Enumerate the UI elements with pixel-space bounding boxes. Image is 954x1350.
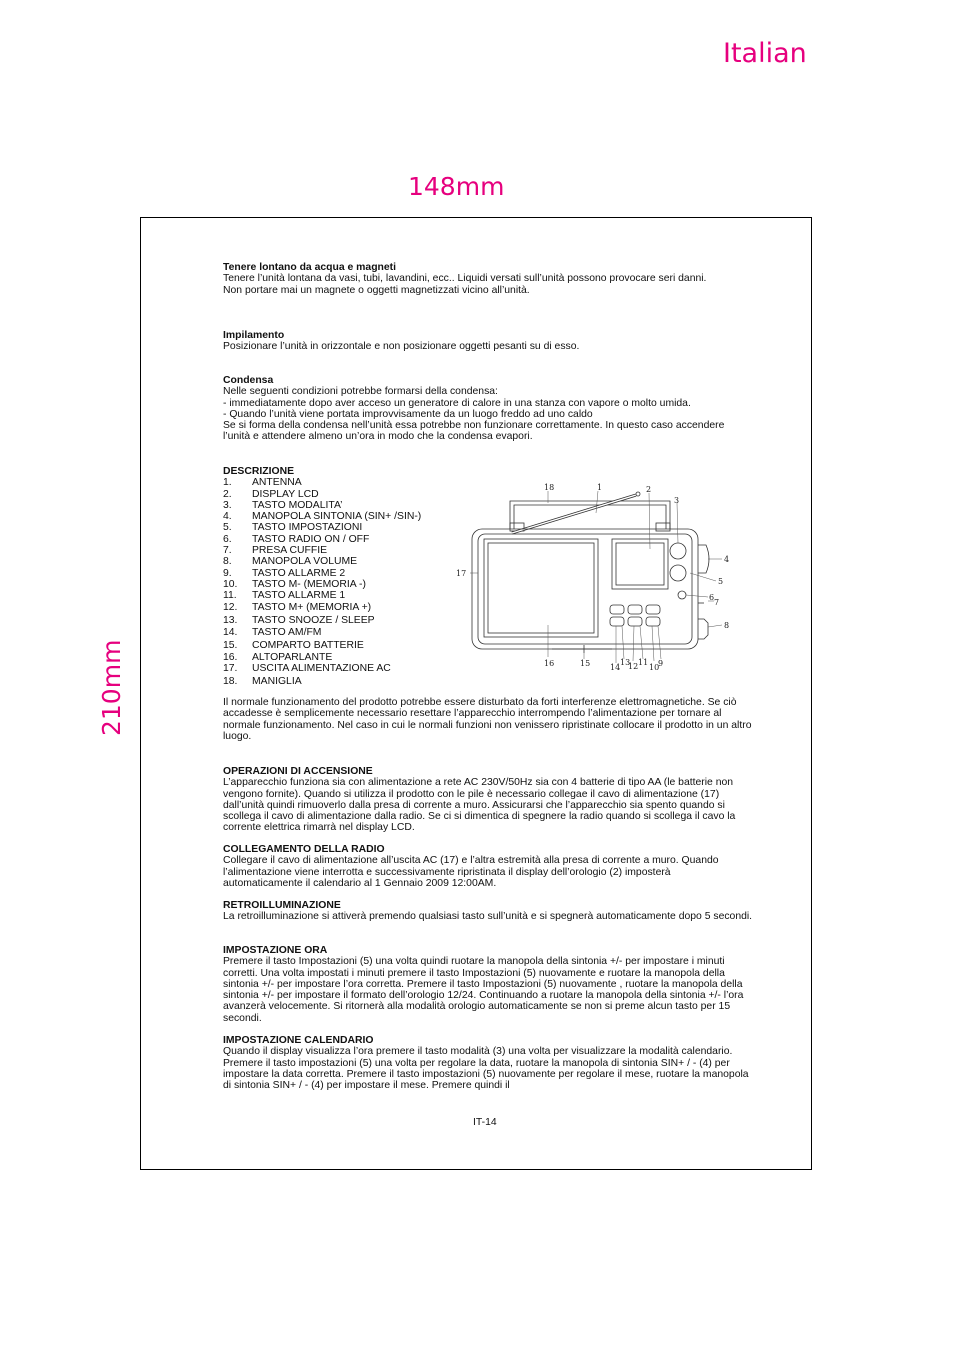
item-label: TASTO MODALITA’ [252, 499, 343, 511]
item-number: 11. [223, 590, 237, 602]
power-button [678, 591, 686, 599]
list-item [223, 590, 453, 601]
item-number: 3. [223, 499, 232, 511]
section-water [223, 262, 753, 296]
section-power [223, 766, 753, 834]
item-label: TASTO ALLARME 2 [252, 567, 346, 579]
speaker-grille [484, 539, 598, 637]
diagram-label: 16 [544, 659, 555, 668]
section-condensation [223, 375, 753, 443]
section-time [223, 945, 753, 1024]
item-number: 4. [223, 511, 232, 523]
diagram-label: 5 [718, 577, 724, 586]
section-connection [223, 844, 753, 889]
item-label: TASTO SNOOZE / SLEEP [252, 614, 375, 626]
item-number: 7. [223, 545, 232, 557]
list-item [223, 652, 453, 663]
diagram-label: 8 [724, 621, 730, 630]
list-item [223, 489, 453, 500]
section-backlight [223, 900, 753, 923]
diagram-label: 12 [628, 662, 639, 671]
volume-knob [698, 619, 708, 639]
paragraph: Tenere l’unità lontana da vasi, tubi, lavandini, ecc.. Liquidi versati sull’unità possono provocare seri danni. [223, 273, 707, 285]
item-number: 8. [223, 556, 232, 568]
item-label: USCITA ALIMENTAZIONE AC [252, 663, 391, 675]
item-number: 9. [223, 567, 232, 579]
paragraph: Premere il tasto Impostazioni (5) una volta quindi ruotare la manopola della sintonia +/- per impostare i minuti corretti. Una volta impostati i minuti premere il tasto Impostazioni (5) nuovamente e ruotare la manopola della sintonia +/- per impostare l’ora corretta. Premere il tasto Impostazioni (5) nuovamente , ruotare la manopola della sintonia +/- per impostare il formato dell’orologio 12/24. Continuando a ruotare la manopola della sintonia +/- l’ora avanzerà velocemente. Si ritornerà alla modalità orologio automaticamente se non si preme alcun tasto per 15 secondi. [223, 956, 744, 1024]
item-number: 16. [223, 651, 238, 663]
list-item [223, 627, 453, 638]
tuning-knob [698, 545, 709, 573]
paragraph: - Quando l’unità viene portata improvvisamente da un luogo freddo ad uno caldo [223, 408, 593, 420]
section-title: COLLEGAMENTO DELLA RADIO [223, 844, 385, 855]
settings-button [670, 565, 686, 581]
paragraph: Posizionare l’unità in orizzontale e non posizionare oggetti pesanti su di esso. [223, 341, 580, 353]
paragraph: - immediatamente dopo aver acceso un generatore di calore in una stanza con vapore o molto umida. [223, 397, 691, 409]
diagram-label: 9 [658, 659, 664, 668]
item-label: MANIGLIA [252, 676, 302, 688]
list-item [223, 522, 453, 533]
button-row [610, 605, 660, 626]
list-item [223, 511, 453, 522]
mode-button [670, 543, 686, 559]
list-item [223, 663, 453, 674]
diagram-label: 3 [674, 496, 680, 505]
item-label: ANTENNA [252, 477, 302, 489]
section-title: IMPOSTAZIONE ORA [223, 945, 328, 956]
height-dimension-label: 210mm [97, 639, 126, 736]
item-label: TASTO M- (MEMORIA -) [252, 578, 366, 590]
width-dimension-label: 148mm [408, 172, 505, 201]
list-item [223, 602, 453, 613]
diagram-label: 17 [456, 569, 467, 578]
paragraph: Nelle seguenti condizioni potrebbe formarsi della condensa: [223, 386, 498, 398]
section-title: Condensa [223, 375, 274, 386]
section-title: Tenere lontano da acqua e magneti [223, 262, 397, 273]
paragraph: Quando il display visualizza l’ora premere il tasto modalità (3) una volta per visualizzare la modalità calendario. Premere il tasto impostazioni (5) una volta per regolare la data, ruotare la manopola di sintonia SIN+ / - (4) per impostare la data corretta. Premere il tasto impostazioni (5) nuovamente per regolare il mese, ruotare la manopola di sintonia SIN+ / - (4) per impostare il mese. Premere quindi il [223, 1046, 749, 1092]
item-number: 2. [223, 488, 232, 500]
list-item [223, 534, 453, 545]
item-label: TASTO RADIO ON / OFF [252, 533, 370, 545]
list-item [223, 615, 453, 626]
item-number: 5. [223, 522, 232, 534]
lcd-display [612, 539, 668, 589]
item-number: 6. [223, 533, 232, 545]
diagram-label: 13 [620, 658, 631, 667]
diagram-label: 11 [638, 658, 649, 667]
paragraph: La retroilluminazione si attiverà premendo qualsiasi tasto sull’unità e si spegnerà automaticamente dopo 5 secondi. [223, 911, 753, 923]
item-label: PRESA CUFFIE [252, 545, 328, 557]
list-item [223, 545, 453, 556]
item-number: 18. [223, 676, 238, 688]
interference-note [223, 697, 753, 742]
diagram-label: 2 [646, 485, 652, 494]
section-title: RETROILLUMINAZIONE [223, 900, 341, 911]
diagram-label: 7 [714, 598, 720, 607]
diagram-label: 6 [709, 593, 715, 602]
item-number: 13. [223, 614, 238, 626]
list-item [223, 477, 453, 488]
diagram-label: 14 [610, 663, 621, 672]
item-number: 1. [223, 477, 232, 489]
paragraph: Se si forma della condensa nell’unità essa potrebbe non funzionare correttamente. In questo caso accendere l’unità e attendere almeno un’ora in modo che la condensa evapori. [223, 420, 725, 443]
item-label: TASTO ALLARME 1 [252, 590, 346, 602]
item-label: TASTO M+ (MEMORIA +) [252, 601, 372, 613]
item-number: 17. [223, 663, 238, 675]
section-title: DESCRIZIONE [223, 466, 295, 477]
paragraph: L’apparecchio funziona sia con alimentazione a rete AC 230V/50Hz sia con 4 batterie di tipo AA (le batterie non vengono fornite). Quando si utilizza il prodotto con le pile è necessario collegae il cavo di alimentazione (17) dall’unità quindi rimuoverlo dalla presa di corrente a muro. Assicurarsi che l’apparecchio sia spento quando si scollega il cavo di alimentazione dalla radio. Se ci si dimentica di spegnere la radio quando si scollega il cavo la corrente elettrica rimarrà nel display LCD. [223, 777, 736, 834]
paragraph: Non portare mai un magnete o oggetti magnetizzati vicino all’unità. [223, 284, 530, 296]
section-title: OPERAZIONI DI ACCENSIONE [223, 766, 373, 777]
radio-diagram [452, 479, 735, 675]
list-item [223, 579, 453, 590]
section-description [223, 466, 453, 688]
item-number: 12. [223, 601, 238, 613]
item-number: 14. [223, 627, 238, 639]
item-label: ALTOPARLANTE [252, 651, 333, 663]
section-title: Impilamento [223, 330, 285, 341]
section-stacking [223, 330, 753, 353]
diagram-label: 4 [724, 555, 730, 564]
diagram-label: 15 [580, 659, 591, 668]
section-calendar [223, 1035, 753, 1091]
list-item [223, 640, 453, 651]
section-title: IMPOSTAZIONE CALENDARIO [223, 1035, 374, 1046]
list-item [223, 676, 453, 687]
page-number: IT-14 [473, 1117, 497, 1128]
item-label: COMPARTO BATTERIE [252, 640, 364, 652]
list-item [223, 568, 453, 579]
antenna [512, 492, 640, 533]
item-label: TASTO AM/FM [252, 627, 322, 639]
diagram-label: 10 [649, 663, 660, 672]
paragraph: Il normale funzionamento del prodotto potrebbe essere disturbato da forti interferenze elettromagnetiche. Se ciò accadesse è semplicemente necessario resettare l’apparecchio interrompendo l’alimentazione per tornare al normale funzionamento. Nel caso in cui le normali funzioni non venissero ripristinate collocare il prodotto in un altro luogo. [223, 697, 752, 742]
item-number: 10. [223, 578, 238, 590]
item-label: MANOPOLA SINTONIA (SIN+ /SIN-) [252, 511, 422, 523]
list-item [223, 556, 453, 567]
item-label: MANOPOLA VOLUME [252, 556, 358, 568]
page-frame [140, 217, 812, 1170]
language-label: Italian [723, 38, 807, 69]
paragraph: Collegare il cavo di alimentazione all’uscita AC (17) e l’altra estremità alla presa di corrente a muro. Quando l’alimentazione viene interrotta e successivamente ripristinata il display dell’orologio (2) imposterà automaticamente il calendario al 1 Gennaio 2009 12:00AM. [223, 855, 719, 889]
diagram-label: 18 [544, 483, 555, 492]
item-label: DISPLAY LCD [252, 488, 319, 500]
item-label: TASTO IMPOSTAZIONI [252, 522, 363, 534]
item-number: 15. [223, 640, 238, 652]
diagram-label: 1 [597, 483, 603, 492]
list-item [223, 500, 453, 511]
